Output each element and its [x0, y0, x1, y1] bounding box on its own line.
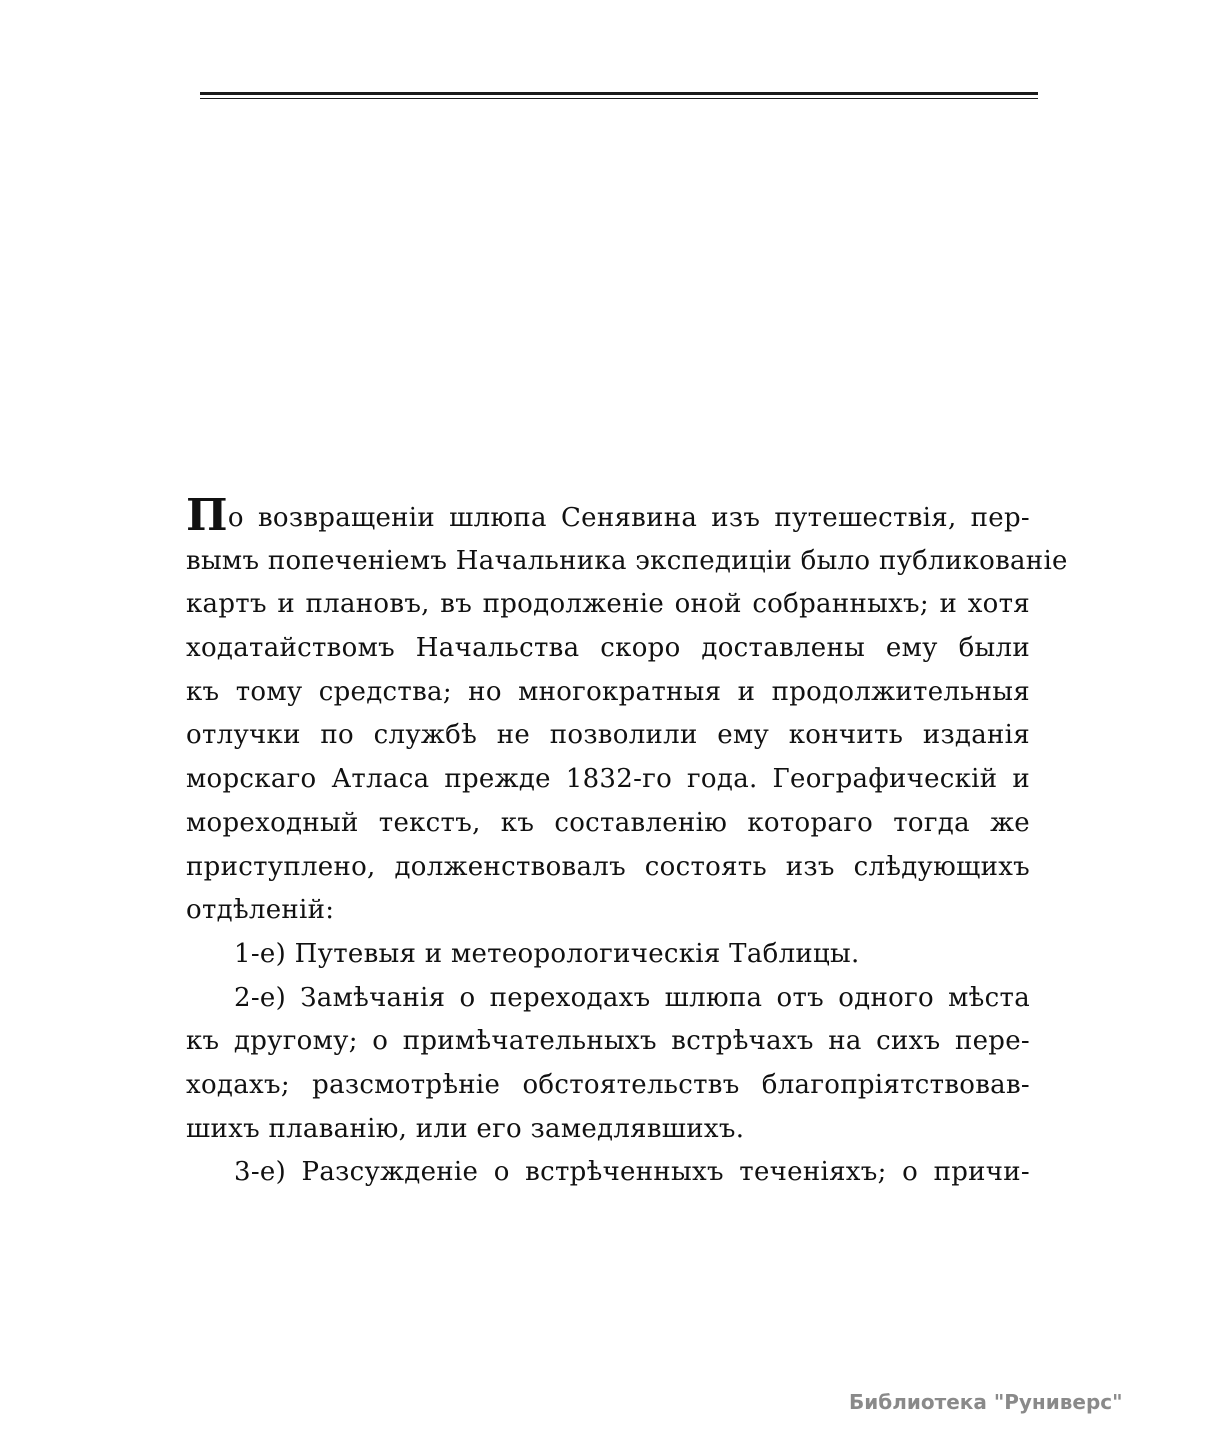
item-2-line-3: ходахъ; разсмотрѣніе обстоятельствъ благопріятствовав-: [186, 1069, 1030, 1100]
item-2-line-1: 2-е) Замѣчанія о переходахъ шлюпа отъ одного мѣста: [234, 982, 1030, 1013]
paragraph-1-line-2: вымъ попеченіемъ Начальника экспедиціи было публикованіе: [186, 545, 1068, 576]
paragraph-1-line-8: мореходный текстъ, къ составленію котораго тогда же: [186, 807, 1030, 838]
paragraph-1-line-9: приступлено, долженствовалъ состоять изъ слѣдующихъ: [186, 851, 1030, 882]
drop-cap: П: [186, 490, 228, 541]
paragraph-1-line-6: отлучки по службѣ не позволили ему кончить изданія: [186, 720, 1030, 751]
paragraph-1-line-1: По возвращеніи шлюпа Сенявина изъ путешествія, пер-: [186, 490, 1030, 541]
item-1-line-1: 1-е) Путевыя и метеорологическія Таблицы.: [234, 938, 860, 969]
item-2-line-4: шихъ плаванію, или его замедлявшихъ.: [186, 1113, 745, 1144]
paragraph-1-line-7: морскаго Атласа прежде 1832-го года. Географическій и: [186, 764, 1030, 795]
paragraph-1-line-5: къ тому средства; но многократныя и продолжительныя: [186, 676, 1030, 707]
item-2-line-2: къ другому; о примѣчательныхъ встрѣчахъ на сихъ пере-: [186, 1026, 1030, 1057]
paragraph-1-line-4: ходатайствомъ Начальства скоро доставлены ему были: [186, 633, 1030, 664]
paragraph-1-line-10: отдѣленій:: [186, 895, 335, 926]
body-text: [186, 490, 1068, 1195]
header-rule: [200, 92, 1038, 100]
library-watermark: Библиотека "Руниверс": [849, 1390, 1123, 1414]
header-rule-thick-line: [200, 92, 1038, 95]
header-rule-thin-line: [200, 98, 1038, 99]
paragraph-1-line-3: картъ и плановъ, въ продолженіе оной собранныхъ; и хотя: [186, 589, 1030, 620]
item-3-line-1: 3-е) Разсужденіе о встрѣченныхъ теченіяхъ; о причи-: [234, 1157, 1030, 1188]
